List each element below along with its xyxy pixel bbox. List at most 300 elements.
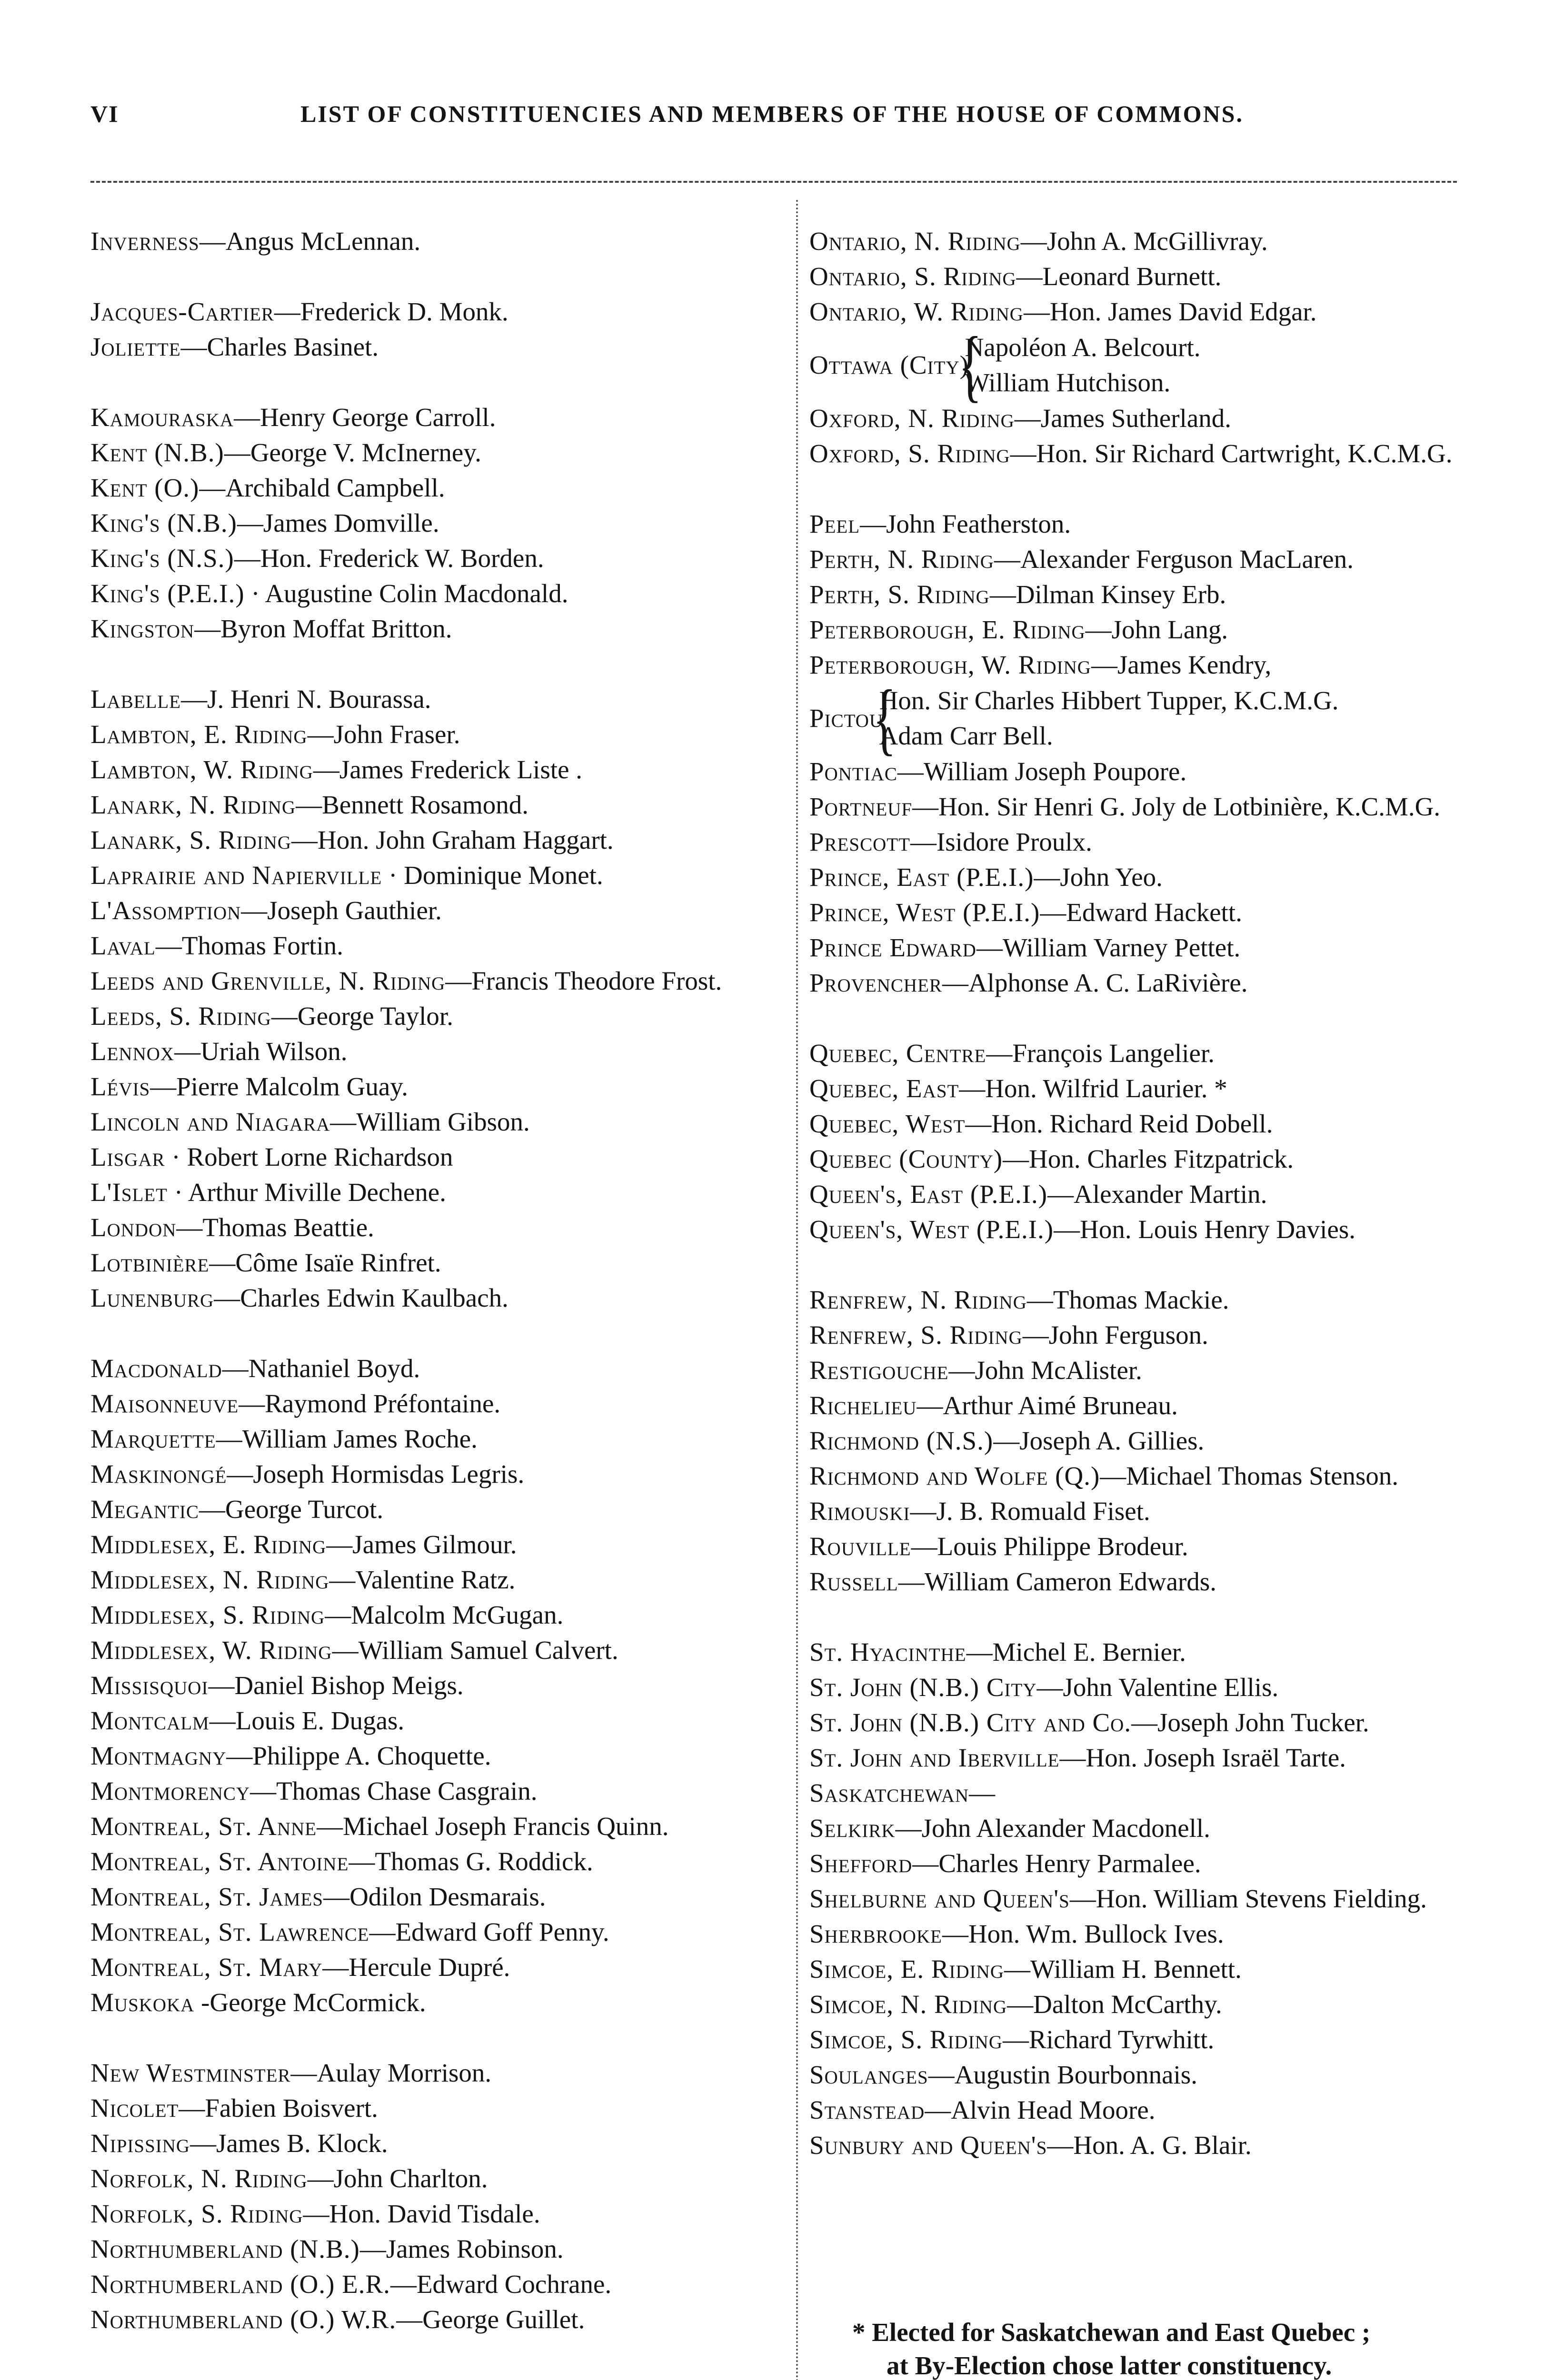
constituency-entry bbox=[90, 400, 786, 435]
constituency-entry bbox=[809, 577, 1471, 612]
member-name: —Joseph Hormisdas Legris. bbox=[227, 1459, 525, 1488]
constituency-entry bbox=[809, 1564, 1471, 1599]
page-title: LIST OF CONSTITUENCIES AND MEMBERS OF THE HOUSE OF COMMONS. bbox=[300, 100, 1244, 127]
constituency-name: King's (P.E.I.) bbox=[90, 579, 245, 608]
constituency-entry bbox=[90, 1034, 786, 1069]
member-name: —Hon. Charles Fitzpatrick. bbox=[1003, 1144, 1294, 1173]
constituency-name: Kent (O.) bbox=[90, 473, 199, 502]
constituency-name: Leeds and Grenville, N. Riding bbox=[90, 966, 446, 995]
constituency-name: Lévis bbox=[90, 1072, 150, 1101]
footnote-line: * Elected for Saskatchewan and East Quebec ; bbox=[852, 2318, 1371, 2347]
constituency-entry bbox=[90, 717, 786, 752]
constituency-name: Ontario, S. Riding bbox=[809, 262, 1016, 291]
member-name: —Angus McLennan. bbox=[199, 227, 421, 256]
constituency-entry bbox=[90, 893, 786, 928]
constituency-entry bbox=[809, 1811, 1471, 1846]
member-name: —George V. McInerney. bbox=[224, 438, 482, 467]
constituency-entry bbox=[90, 823, 786, 858]
member-name: —Hercule Dupré. bbox=[322, 1953, 510, 1982]
member-name: —Edward Hackett. bbox=[1040, 898, 1242, 927]
constituency-name: Laprairie and Napierville bbox=[90, 861, 382, 890]
constituency-entry bbox=[90, 1104, 786, 1140]
constituency-entry bbox=[809, 1388, 1471, 1423]
member-name: —Hon. Wm. Bullock Ives. bbox=[942, 1919, 1224, 1948]
constituency-name: King's (N.B.) bbox=[90, 508, 237, 537]
constituency-entry bbox=[809, 224, 1471, 259]
member-name: —John A. McGillivray. bbox=[1020, 227, 1268, 256]
constituency-entry bbox=[90, 2055, 786, 2091]
member-name: —Charles Edwin Kaulbach. bbox=[214, 1283, 508, 1312]
constituency-name: Perth, N. Riding bbox=[809, 545, 994, 574]
member-name: —Thomas Fortin. bbox=[155, 931, 344, 960]
constituency-name: Laval bbox=[90, 931, 156, 960]
constituency-entry bbox=[809, 436, 1471, 471]
constituency-name: Montcalm bbox=[90, 1706, 209, 1735]
constituency-entry bbox=[90, 435, 786, 470]
constituency-entry bbox=[809, 1846, 1471, 1881]
constituency-name: Peterborough, W. Riding bbox=[809, 650, 1091, 679]
member-name: William Hutchison. bbox=[965, 368, 1171, 397]
member-name: —Odilon Desmarais. bbox=[323, 1882, 546, 1911]
member-name: · Dominique Monet. bbox=[382, 861, 603, 890]
constituency-entry bbox=[809, 860, 1471, 895]
constituency-entry bbox=[90, 1421, 786, 1457]
constituency-entry bbox=[809, 294, 1471, 329]
column-divider bbox=[796, 200, 798, 2380]
constituency-name: Lincoln and Niagara bbox=[90, 1107, 330, 1136]
constituency-entry bbox=[809, 1881, 1471, 1916]
constituency-name: Peterborough, E. Riding bbox=[809, 615, 1086, 644]
constituency-entry bbox=[90, 1140, 786, 1175]
constituency-name: Shelburne and Queen's bbox=[809, 1884, 1070, 1913]
constituency-group bbox=[90, 682, 786, 1316]
constituency-name: L'Assomption bbox=[90, 896, 241, 925]
constituency-entry bbox=[90, 1738, 786, 1774]
constituency-name: St. John (N.B.) City bbox=[809, 1673, 1037, 1702]
member-name: —J. B. Romuald Fiset. bbox=[910, 1497, 1150, 1526]
member-name: —Edward Goff Penny. bbox=[369, 1917, 609, 1946]
constituency-name: Pontiac bbox=[809, 757, 897, 786]
constituency-name: Montreal, St. James bbox=[90, 1882, 324, 1911]
constituency-entry bbox=[809, 1141, 1471, 1177]
member-name: —Michel E. Bernier. bbox=[966, 1637, 1186, 1666]
constituency-entry bbox=[90, 1210, 786, 1245]
member-name: —William Cameron Edwards. bbox=[898, 1567, 1217, 1596]
constituency-name: Quebec (County) bbox=[809, 1144, 1003, 1173]
constituency-entry bbox=[90, 2231, 786, 2267]
constituency-entry bbox=[809, 930, 1471, 965]
constituency-name: Rimouski bbox=[809, 1497, 910, 1526]
constituency-name: Oxford, S. Riding bbox=[809, 439, 1010, 468]
member-name: —William Varney Pettet. bbox=[976, 933, 1241, 962]
constituency-name: Sunbury and Queen's bbox=[809, 2131, 1047, 2160]
constituency-name: Lambton, W. Riding bbox=[90, 755, 313, 784]
constituency-name: L'Islet bbox=[90, 1178, 168, 1207]
constituency-entry bbox=[90, 1351, 786, 1386]
constituency-name: Prescott bbox=[809, 827, 910, 856]
member-name: —Michael Thomas Stenson. bbox=[1100, 1461, 1399, 1490]
member-name: —Daniel Bishop Meigs. bbox=[208, 1671, 464, 1700]
brace-icon: { bbox=[958, 320, 982, 410]
member-name: —Hon. John Graham Haggart. bbox=[291, 825, 614, 854]
constituency-entry bbox=[809, 612, 1471, 647]
member-name: —Byron Moffat Britton. bbox=[194, 614, 452, 643]
constituency-name: Missisquoi bbox=[90, 1671, 209, 1700]
member-name: —Pierre Malcolm Guay. bbox=[150, 1072, 408, 1101]
member-name: —George Turcot. bbox=[199, 1495, 384, 1524]
constituency-name: Richmond (N.S.) bbox=[809, 1426, 994, 1455]
member-name: —James Sutherland. bbox=[1014, 404, 1231, 433]
constituency-entry bbox=[90, 1069, 786, 1104]
constituency-group bbox=[90, 400, 786, 646]
constituency-entry bbox=[809, 1177, 1471, 1212]
member-name: —Arthur Aimé Bruneau. bbox=[916, 1391, 1178, 1420]
member-name: —Dalton McCarthy. bbox=[1007, 1990, 1222, 2019]
constituency-name: Richelieu bbox=[809, 1391, 917, 1420]
member-name: —Hon. Richard Reid Dobell. bbox=[965, 1109, 1273, 1138]
constituency-entry bbox=[90, 752, 786, 787]
constituency-name: Lisgar bbox=[90, 1142, 165, 1171]
constituency-name: Kingston bbox=[90, 614, 195, 643]
constituency-name: Pictou bbox=[809, 704, 884, 733]
constituency-entry bbox=[809, 401, 1471, 436]
constituency-entry bbox=[809, 1916, 1471, 1952]
member-name: —Joseph A. Gillies. bbox=[993, 1426, 1205, 1455]
constituency-name: Montreal, St. Anne bbox=[90, 1812, 317, 1841]
constituency-name: Sherbrooke bbox=[809, 1919, 942, 1948]
constituency-entry bbox=[809, 1705, 1471, 1740]
constituency-entry bbox=[90, 224, 786, 259]
constituency-name: Lunenburg bbox=[90, 1283, 214, 1312]
member-name: —John Valentine Ellis. bbox=[1036, 1673, 1279, 1702]
constituency-name: Montreal, St. Mary bbox=[90, 1953, 323, 1982]
member-name: —Hon. Frederick W. Borden. bbox=[234, 544, 544, 573]
member-name: —Frederick D. Monk. bbox=[274, 297, 508, 326]
constituency-entry bbox=[809, 789, 1471, 824]
constituency-name: Montmorency bbox=[90, 1776, 250, 1805]
member-name: —Bennett Rosamond. bbox=[296, 790, 528, 819]
member-list bbox=[879, 683, 1339, 754]
constituency-name: Middlesex, N. Riding bbox=[90, 1565, 329, 1594]
constituency-entry bbox=[90, 2126, 786, 2161]
member-name: —Hon. Louis Henry Davies. bbox=[1054, 1215, 1356, 1244]
member-name: —William H. Bennett. bbox=[1004, 1954, 1242, 1983]
member-name: —Raymond Préfontaine. bbox=[239, 1389, 501, 1418]
constituency-entry bbox=[90, 1774, 786, 1809]
member-name: —Hon. Joseph Israël Tarte. bbox=[1059, 1743, 1346, 1772]
constituency-entry bbox=[809, 320, 1471, 410]
constituency-entry bbox=[809, 1106, 1471, 1141]
constituency-entry bbox=[90, 329, 786, 365]
constituency-name: Lotbinière bbox=[90, 1248, 209, 1277]
constituency-entry bbox=[809, 895, 1471, 930]
constituency-entry bbox=[809, 1423, 1471, 1458]
constituency-entry bbox=[809, 2128, 1471, 2163]
member-name: —Joseph John Tucker. bbox=[1131, 1708, 1369, 1737]
right-column bbox=[809, 224, 1471, 2198]
member-name: —Hon. William Stevens Fielding. bbox=[1069, 1884, 1427, 1913]
constituency-name: Queen's, West (P.E.I.) bbox=[809, 1215, 1054, 1244]
member-name: · Arthur Miville Dechene. bbox=[167, 1178, 446, 1207]
constituency-entry bbox=[809, 647, 1471, 683]
member-name: —William Gibson. bbox=[330, 1107, 530, 1136]
member-name: —Augustin Bourbonnais. bbox=[928, 2060, 1198, 2089]
member-name: —James Robinson. bbox=[359, 2234, 564, 2263]
constituency-name: Richmond and Wolfe (Q.) bbox=[809, 1461, 1100, 1490]
constituency-entry bbox=[809, 1775, 1471, 1811]
constituency-name: Nipissing bbox=[90, 2129, 190, 2158]
member-name: —John Alexander Macdonell. bbox=[895, 1814, 1210, 1843]
member-name: —James Gilmour. bbox=[326, 1530, 517, 1559]
member-name: —Thomas G. Roddick. bbox=[349, 1847, 593, 1876]
constituency-name: Kamouraska bbox=[90, 403, 234, 432]
constituency-entry bbox=[90, 1457, 786, 1492]
constituency-entry bbox=[809, 1353, 1471, 1388]
left-column bbox=[90, 224, 786, 2372]
constituency-name: Selkirk bbox=[809, 1814, 896, 1843]
constituency-entry bbox=[90, 1527, 786, 1562]
constituency-name: Renfrew, N. Riding bbox=[809, 1285, 1027, 1314]
constituency-name: Labelle bbox=[90, 684, 181, 714]
constituency-name: Northumberland (O.) W.R. bbox=[90, 2305, 397, 2334]
constituency-name: Lanark, S. Riding bbox=[90, 825, 292, 854]
constituency-name: Quebec, East bbox=[809, 1074, 959, 1103]
member-name: —John Fraser. bbox=[307, 720, 460, 749]
constituency-name: Marquette bbox=[90, 1424, 216, 1453]
member-name: · Robert Lorne Richardson bbox=[165, 1142, 453, 1171]
constituency-entry bbox=[90, 2196, 786, 2231]
constituency-name: King's (N.S.) bbox=[90, 544, 234, 573]
constituency-name: Ontario, N. Riding bbox=[809, 227, 1021, 256]
member-list bbox=[965, 330, 1201, 400]
constituency-entry bbox=[809, 1458, 1471, 1494]
constituency-entry bbox=[809, 1987, 1471, 2022]
constituency-name: Inverness bbox=[90, 227, 199, 256]
member-name: —George Taylor. bbox=[271, 1002, 453, 1031]
member-name: — bbox=[969, 1778, 996, 1807]
constituency-entry bbox=[90, 1492, 786, 1527]
constituency-entry bbox=[809, 1071, 1471, 1106]
constituency-name: Maisonneuve bbox=[90, 1389, 239, 1418]
constituency-entry bbox=[90, 1633, 786, 1668]
constituency-entry bbox=[90, 1950, 786, 1985]
constituency-entry bbox=[809, 2057, 1471, 2092]
member-name: —Alvin Head Moore. bbox=[925, 2095, 1156, 2124]
member-name: · Augustine Colin Macdonald. bbox=[244, 579, 568, 608]
constituency-entry bbox=[90, 294, 786, 329]
member-name: —William Samuel Calvert. bbox=[332, 1636, 618, 1665]
constituency-entry bbox=[809, 1212, 1471, 1247]
member-name: —Joseph Gauthier. bbox=[241, 896, 442, 925]
constituency-entry bbox=[90, 682, 786, 717]
constituency-name: Kent (N.B.) bbox=[90, 438, 224, 467]
constituency-name: Perth, S. Riding bbox=[809, 580, 990, 609]
footnote-line: at By-Election chose latter constituency. bbox=[887, 2351, 1332, 2380]
constituency-group bbox=[90, 224, 786, 259]
member-name: —Hon. James David Edgar. bbox=[1023, 297, 1317, 326]
member-name: Hon. Sir Charles Hibbert Tupper, K.C.M.G. bbox=[879, 686, 1339, 715]
constituency-group bbox=[90, 1351, 786, 2020]
member-name: Napoléon A. Belcourt. bbox=[965, 333, 1201, 362]
member-name: -George McCormick. bbox=[194, 1988, 426, 2017]
constituency-name: New Westminster bbox=[90, 2058, 291, 2087]
constituency-entry bbox=[90, 1809, 786, 1844]
member-name: —John Yeo. bbox=[1034, 863, 1163, 892]
member-name: —Philippe A. Choquette. bbox=[226, 1741, 491, 1770]
constituency-name: London bbox=[90, 1213, 177, 1242]
member-name: —Charles Basinet. bbox=[180, 332, 379, 361]
constituency-name: Megantic bbox=[90, 1495, 199, 1524]
constituency-name: Macdonald bbox=[90, 1354, 222, 1383]
constituency-name: Quebec, West bbox=[809, 1109, 966, 1138]
constituency-name: Norfolk, N. Riding bbox=[90, 2164, 308, 2193]
member-name: —Leonard Burnett. bbox=[1016, 262, 1222, 291]
constituency-entry bbox=[809, 259, 1471, 294]
footnote bbox=[852, 2316, 1471, 2380]
constituency-name: Portneuf bbox=[809, 792, 913, 821]
constituency-group bbox=[90, 294, 786, 365]
constituency-entry bbox=[90, 1668, 786, 1703]
member-name: —Thomas Mackie. bbox=[1026, 1285, 1229, 1314]
constituency-entry bbox=[809, 824, 1471, 860]
constituency-entry bbox=[809, 965, 1471, 1001]
member-name: —Dilman Kinsey Erb. bbox=[989, 580, 1226, 609]
constituency-name: St. John (N.B.) City and Co. bbox=[809, 1708, 1132, 1737]
constituency-entry bbox=[90, 2302, 786, 2337]
member-name: —Fabien Boisvert. bbox=[179, 2093, 378, 2122]
constituency-name: Peel bbox=[809, 509, 860, 538]
constituency-entry bbox=[90, 1280, 786, 1316]
brace-icon: { bbox=[873, 674, 897, 763]
member-name: —Alexander Ferguson MacLaren. bbox=[994, 545, 1354, 574]
member-name: —Hon. Sir Henri G. Joly de Lotbinière, K.C.M.G. bbox=[912, 792, 1441, 821]
constituency-entry bbox=[90, 787, 786, 823]
constituency-name: Russell bbox=[809, 1567, 898, 1596]
constituency-group bbox=[809, 506, 1471, 1001]
constituency-entry bbox=[809, 1952, 1471, 1987]
member-name: —J. Henri N. Bourassa. bbox=[181, 684, 431, 714]
header-rule bbox=[90, 181, 1457, 183]
constituency-entry bbox=[90, 506, 786, 541]
constituency-entry bbox=[809, 542, 1471, 577]
member-name: Adam Carr Bell. bbox=[879, 721, 1053, 750]
constituency-name: Simcoe, E. Riding bbox=[809, 1954, 1005, 1983]
constituency-name: Nicolet bbox=[90, 2093, 179, 2122]
constituency-entry bbox=[90, 1844, 786, 1879]
member-name: —John Charlton. bbox=[307, 2164, 488, 2193]
constituency-entry bbox=[809, 1036, 1471, 1071]
constituency-entry bbox=[90, 576, 786, 611]
constituency-group bbox=[90, 2055, 786, 2337]
constituency-name: Renfrew, S. Riding bbox=[809, 1320, 1023, 1349]
constituency-entry bbox=[809, 754, 1471, 789]
constituency-name: Ontario, W. Riding bbox=[809, 297, 1024, 326]
constituency-entry bbox=[90, 1703, 786, 1738]
constituency-entry bbox=[90, 858, 786, 893]
member-name: —Archibald Campbell. bbox=[199, 473, 445, 502]
constituency-entry bbox=[90, 1597, 786, 1633]
constituency-name: Stanstead bbox=[809, 2095, 925, 2124]
constituency-entry bbox=[809, 1318, 1471, 1353]
constituency-name: Middlesex, W. Riding bbox=[90, 1636, 332, 1665]
member-name: —James Frederick Liste . bbox=[313, 755, 583, 784]
constituency-entry bbox=[809, 1670, 1471, 1705]
constituency-name: Norfolk, S. Riding bbox=[90, 2199, 303, 2228]
constituency-group bbox=[809, 1036, 1471, 1247]
constituency-name: Simcoe, N. Riding bbox=[809, 1990, 1007, 2019]
constituency-entry bbox=[90, 611, 786, 646]
constituency-name: Shefford bbox=[809, 1849, 913, 1878]
constituency-entry bbox=[809, 506, 1471, 542]
constituency-entry bbox=[809, 1635, 1471, 1670]
member-name: —John Featherston. bbox=[860, 509, 1071, 538]
member-name: —James Domville. bbox=[237, 508, 439, 537]
member-name: —Hon. A. G. Blair. bbox=[1047, 2131, 1252, 2160]
member-name: —François Langelier. bbox=[986, 1039, 1215, 1068]
constituency-name: Queen's, East (P.E.I.) bbox=[809, 1180, 1048, 1209]
constituency-name: Soulanges bbox=[809, 2060, 928, 2089]
member-name: —Alphonse A. C. LaRivière. bbox=[942, 968, 1248, 997]
constituency-name: Northumberland (O.) E.R. bbox=[90, 2270, 390, 2299]
constituency-name: Leeds, S. Riding bbox=[90, 1002, 271, 1031]
constituency-name: Ottawa (City) bbox=[809, 350, 969, 379]
constituency-entry bbox=[90, 470, 786, 506]
constituency-entry bbox=[809, 2092, 1471, 2128]
constituency-name: Simcoe, S. Riding bbox=[809, 2025, 1003, 2054]
page-number: VI bbox=[90, 100, 119, 127]
member-name: —Isidore Proulx. bbox=[910, 827, 1092, 856]
constituency-name: Rouville bbox=[809, 1532, 911, 1561]
constituency-entry bbox=[809, 1740, 1471, 1775]
constituency-name: Prince, West (P.E.I.) bbox=[809, 898, 1040, 927]
constituency-name: Joliette bbox=[90, 332, 181, 361]
constituency-entry bbox=[809, 1282, 1471, 1318]
member-name: —Hon. Sir Richard Cartwright, K.C.M.G. bbox=[1010, 439, 1453, 468]
constituency-name: Middlesex, S. Riding bbox=[90, 1600, 325, 1629]
constituency-entry bbox=[90, 1914, 786, 1950]
constituency-name: St. John and Iberville bbox=[809, 1743, 1060, 1772]
constituency-group bbox=[809, 224, 1471, 471]
member-name: —James B. Klock. bbox=[190, 2129, 388, 2158]
constituency-entry bbox=[90, 1879, 786, 1914]
constituency-entry bbox=[90, 2267, 786, 2302]
member-name: —William Joseph Poupore. bbox=[897, 757, 1187, 786]
member-name: —John Ferguson. bbox=[1022, 1320, 1208, 1349]
constituency-name: Oxford, N. Riding bbox=[809, 404, 1015, 433]
constituency-entry bbox=[90, 1386, 786, 1421]
constituency-entry bbox=[809, 1494, 1471, 1529]
constituency-name: Saskatchewan bbox=[809, 1778, 969, 1807]
constituency-name: Jacques-Cartier bbox=[90, 297, 274, 326]
member-name: —Côme Isaïe Rinfret. bbox=[209, 1248, 441, 1277]
constituency-entry bbox=[809, 2022, 1471, 2057]
constituency-name: Lambton, E. Riding bbox=[90, 720, 308, 749]
constituency-entry bbox=[90, 963, 786, 999]
constituency-entry bbox=[90, 1175, 786, 1210]
member-name: —Louis Philippe Brodeur. bbox=[911, 1532, 1188, 1561]
constituency-entry bbox=[809, 1529, 1471, 1564]
member-name: —Alexander Martin. bbox=[1047, 1180, 1267, 1209]
constituency-name: Lennox bbox=[90, 1037, 175, 1066]
member-name: —James Kendry, bbox=[1091, 650, 1272, 679]
member-name: —Michael Joseph Francis Quinn. bbox=[317, 1812, 669, 1841]
member-name: —George Guillet. bbox=[396, 2305, 585, 2334]
member-name: —Thomas Chase Casgrain. bbox=[250, 1776, 538, 1805]
constituency-entry bbox=[809, 674, 1471, 763]
constituency-group bbox=[809, 1635, 1471, 2163]
member-name: —Uriah Wilson. bbox=[174, 1037, 348, 1066]
constituency-name: Montmagny bbox=[90, 1741, 227, 1770]
